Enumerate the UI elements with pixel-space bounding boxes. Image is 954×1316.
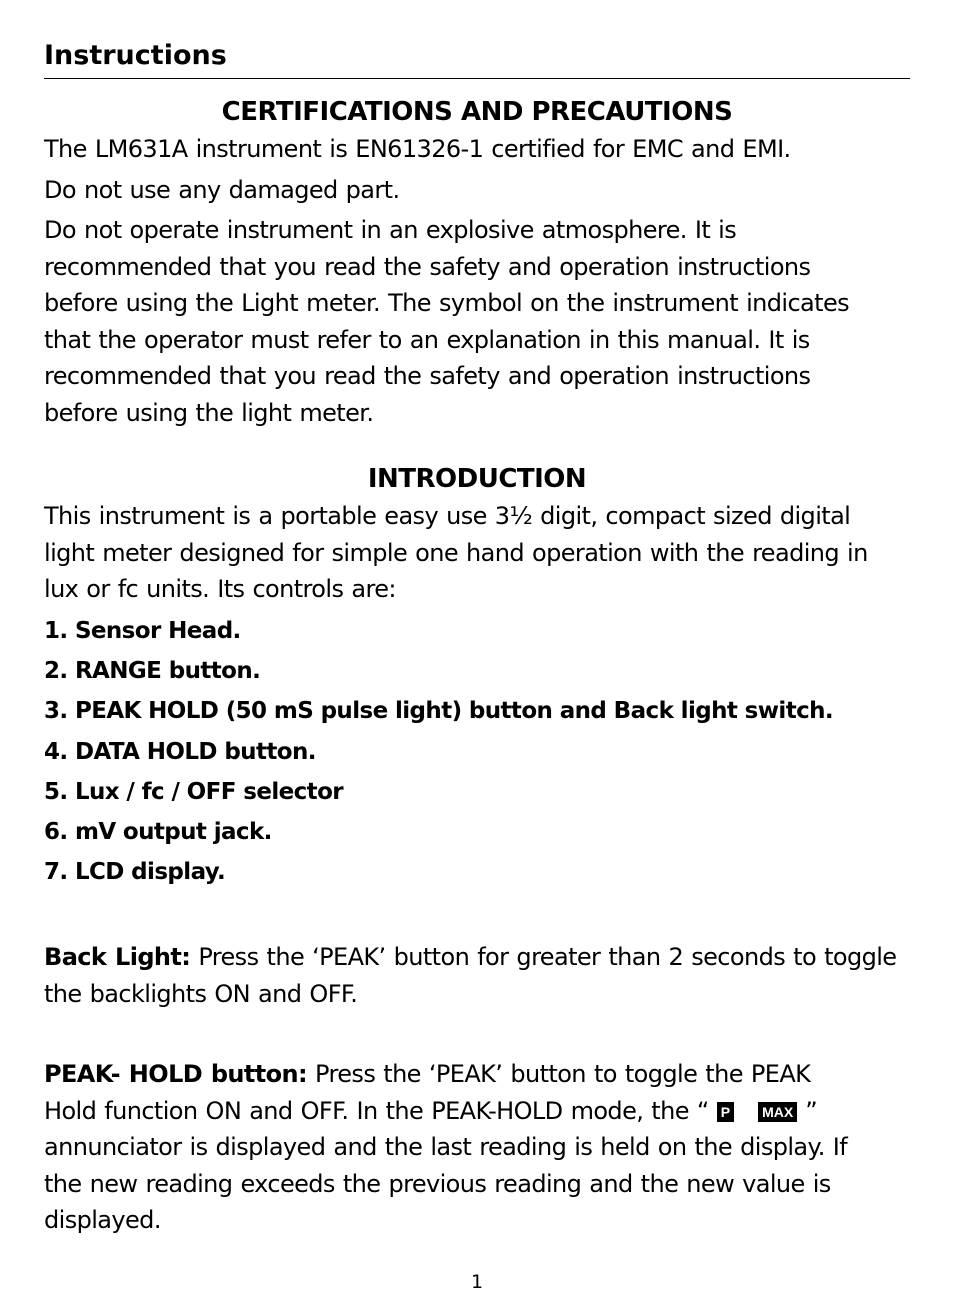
- certification-statement: The LM631A instrument is EN61326-1 certified for EMC and EMI.: [44, 135, 791, 163]
- introduction-heading: INTRODUCTION: [367, 464, 587, 494]
- control-item-mv-output: 6. mV output jack.: [44, 819, 272, 845]
- paragraph-line: before using the Light meter. The symbol on the instrument indicates: [44, 289, 850, 318]
- control-item-data-hold: 4. DATA HOLD button.: [44, 739, 316, 765]
- paragraph-line: annunciator is displayed and the last reading is held on the display. If: [44, 1133, 848, 1162]
- back-light-label: Back Light:: [44, 943, 191, 971]
- peak-hold-text: Press the ‘PEAK’ button to toggle the PEAK: [307, 1060, 811, 1088]
- paragraph-line: displayed.: [44, 1206, 161, 1235]
- paragraph-line: before using the light meter.: [44, 398, 374, 427]
- paragraph-line: [44, 939, 910, 976]
- peak-hold-text: ”: [805, 1096, 818, 1125]
- control-item-range-button: 2. RANGE button.: [44, 658, 261, 684]
- paragraph-line: recommended that you read the safety and operation instructions: [44, 362, 811, 391]
- paragraph-line: that the operator must refer to an explanation in this manual. It is: [44, 325, 810, 354]
- control-item-peak-hold: 3. PEAK HOLD (50 mS pulse light) button and Back light switch.: [44, 698, 834, 724]
- control-item-sensor-head: 1. Sensor Head.: [44, 618, 241, 644]
- back-light-paragraph: [44, 939, 910, 1012]
- max-annunciator-icon: MAX: [758, 1102, 797, 1122]
- peak-annunciator-icon: P: [717, 1102, 734, 1122]
- paragraph-line: light meter designed for simple one hand operation with the reading in: [44, 538, 868, 567]
- paragraph-line: lux or fc units. Its controls are:: [44, 575, 396, 604]
- control-item-selector: 5. Lux / fc / OFF selector: [44, 779, 344, 805]
- paragraph-line: [44, 1056, 910, 1093]
- header-divider: [44, 78, 910, 79]
- peak-hold-paragraph: [44, 1056, 910, 1239]
- damaged-part-warning: Do not use any damaged part.: [44, 176, 400, 204]
- paragraph-line: the new reading exceeds the previous reading and the new value is: [44, 1169, 831, 1198]
- paragraph-line: the backlights ON and OFF.: [44, 979, 358, 1008]
- paragraph-line: recommended that you read the safety and operation instructions: [44, 252, 811, 281]
- safety-precautions-paragraph: [44, 212, 910, 432]
- page-number: 1: [470, 1271, 484, 1293]
- certifications-heading: CERTIFICATIONS AND PRECAUTIONS: [221, 97, 733, 127]
- introduction-paragraph: [44, 498, 910, 608]
- back-light-text: Press the ‘PEAK’ button for greater than 2 seconds to toggle: [190, 943, 897, 971]
- paragraph-line: This instrument is a portable easy use 3½ digit, compact sized digital: [44, 502, 851, 530]
- paragraph-line: [44, 1093, 910, 1130]
- paragraph-line: Do not operate instrument in an explosive atmosphere. It is: [44, 216, 737, 244]
- peak-hold-text: Hold function ON and OFF. In the PEAK-HOLD mode, the “: [44, 1096, 709, 1125]
- peak-hold-label: PEAK- HOLD button:: [44, 1060, 308, 1088]
- control-item-lcd-display: 7. LCD display.: [44, 859, 226, 885]
- page-header-title: Instructions: [44, 40, 227, 71]
